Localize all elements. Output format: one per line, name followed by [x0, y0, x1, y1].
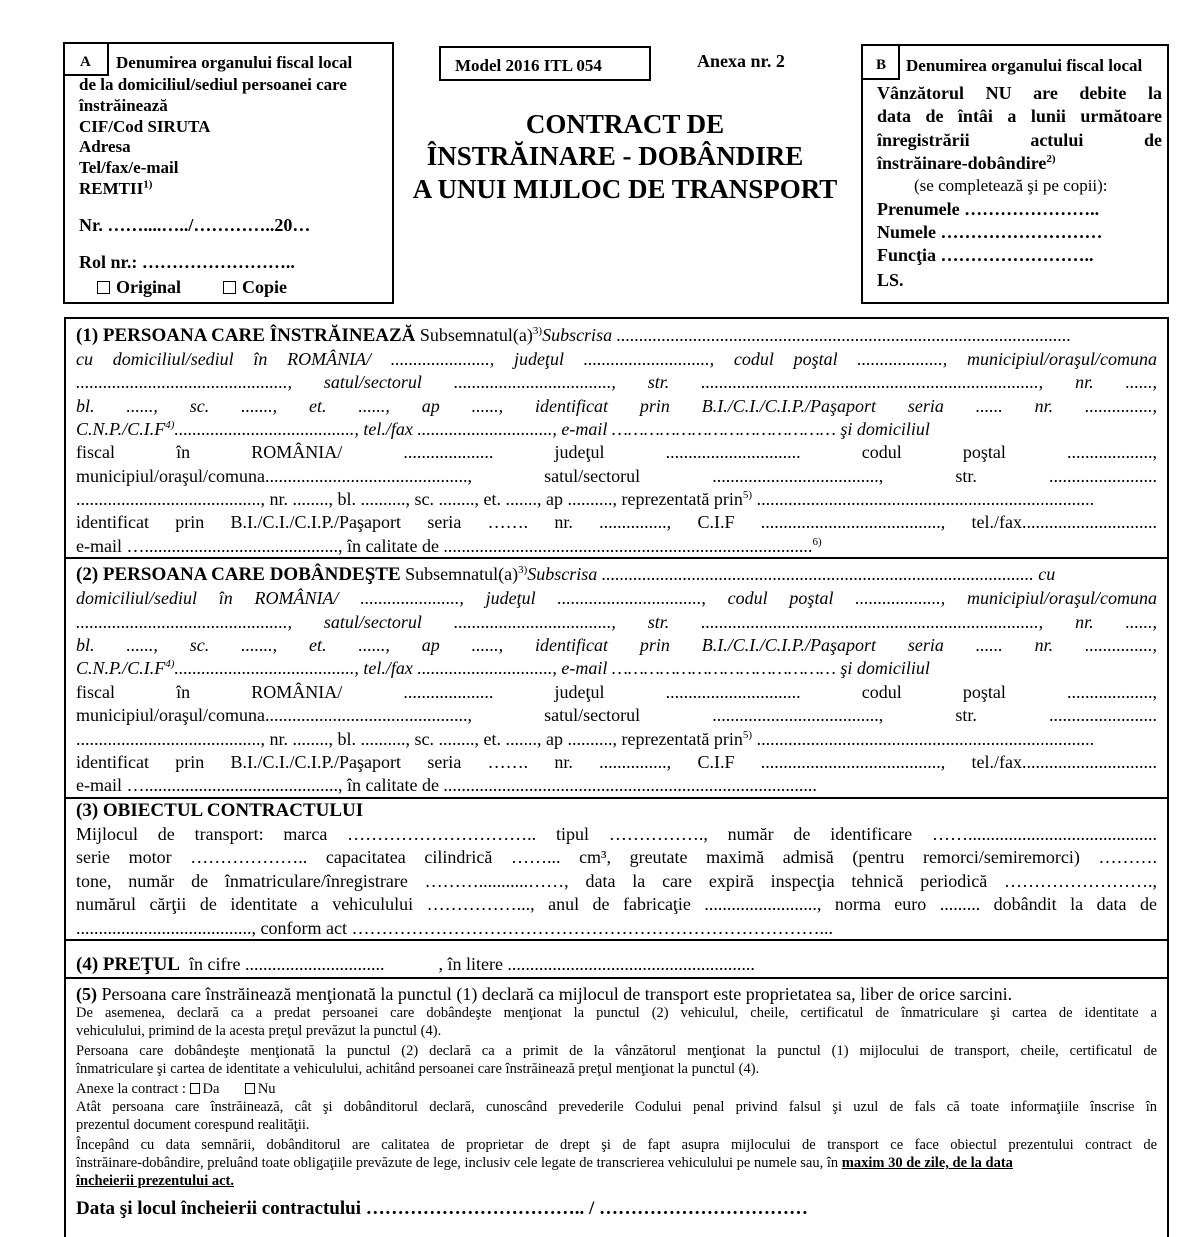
box-a-original-option[interactable]: [97, 276, 181, 298]
section4-litere[interactable]: , în litere .......................................................: [438, 954, 755, 974]
box-a-rol[interactable]: Rol nr.: ……………………..: [79, 252, 295, 272]
section2-line-1: [76, 563, 1157, 586]
section5-p3-a: Atât persoana care înstrăinează, cât şi dobânditorul declară, cunoscând prevederile Codului penal privind falsul şi uzul de fals că toate informaţiile înscrise în: [76, 1099, 1157, 1115]
section1-line-7[interactable]: municipiul/oraşul/comuna............................................., satul/sectorul ....................................., str. ........................: [76, 466, 1157, 486]
section2-subsemnatul: Subsemnatul(a): [405, 564, 519, 584]
section1-sup-3: 3): [532, 325, 543, 337]
section4-line: [76, 953, 1157, 976]
divider-1-2: [64, 557, 1169, 559]
section5-anexe: [76, 1080, 1157, 1098]
section2-subscrisa[interactable]: Subscrisa ................................................................................................ cu: [527, 564, 1056, 584]
section1-cnp: C.N.P./C.I.F: [76, 419, 166, 439]
section1-line-10[interactable]: [76, 535, 1157, 557]
box-b-numele[interactable]: Numele ………………………: [877, 222, 1103, 242]
section2-line-7[interactable]: municipiul/oraşul/comuna............................................., satul/sectorul ....................................., str. ........................: [76, 705, 1157, 725]
anexe-label: Anexe la contract :: [76, 1081, 186, 1097]
section2-representative[interactable]: ...........................................................................: [756, 729, 1095, 749]
box-b-line-2: data de întâi a lunii următoare: [877, 106, 1162, 126]
section5-line-1: [76, 983, 1157, 1005]
original-label: Original: [116, 277, 182, 297]
section1-address-2[interactable]: ........................................., nr. ........, bl. .........., sc. ........, et. ......., ap .........., reprezentată prin: [76, 489, 743, 509]
anexe-nu-label: Nu: [257, 1081, 276, 1097]
section2-line-2[interactable]: domiciliul/sediul în ROMÂNIA/ ......................, judeţul ................................, codul poştal ..................., municipiul/oraşul/comuna: [76, 588, 1157, 608]
section5-p4-b: [76, 1154, 1157, 1172]
section2-line-5[interactable]: [76, 657, 1157, 679]
section3-line-5[interactable]: ......................................., conform act ……………………………………………………………………...: [76, 918, 833, 938]
divider-2-3: [64, 797, 1169, 799]
section1-sup-6: 6): [812, 536, 822, 548]
section2-line-4[interactable]: bl. ......, sc. ......., et. ......, ap ......, identificat prin B.I./C.I./C.I.P./Paşaport seria ...... nr. ...............,: [76, 635, 1157, 655]
section5-p4-c: încheierii prezentului act.: [76, 1173, 234, 1189]
box-b-title: Denumirea organului fiscal local: [906, 56, 1143, 75]
box-b-functia[interactable]: Funcţia ……………………..: [877, 245, 1094, 265]
section1-email[interactable]: e-mail …..........................................., în calitate de ..................................................................................: [76, 536, 813, 556]
section5-p4-b-text: înstrăinare-dobândire, preluând toate obligaţiile prevăzute de lege, inclusiv cele legate de transcrierea vehiculului pe numele sau, în: [76, 1155, 839, 1171]
divider-4-5: [64, 977, 1169, 979]
divider-3-4: [64, 939, 1169, 941]
section4-heading: (4) PREŢUL: [76, 954, 180, 975]
box-b-line-3: înregistrării actului de: [877, 130, 1162, 150]
section1-sup-5: 5): [742, 489, 753, 501]
anexe-da-label: Da: [202, 1081, 220, 1097]
section2-cnp: C.N.P./C.I.F: [76, 658, 166, 678]
box-b-line-4-text: înstrăinare-dobândire: [877, 153, 1047, 173]
section5-p3-b: prezentul document corespund realităţii.: [76, 1117, 310, 1133]
section5-p2-b: înmatriculare şi cartea de identitate a vehiculului, achitând persoanei care înstrăinează preţul menţionat la punctul (4).: [76, 1061, 760, 1077]
box-a-remtii: [79, 178, 152, 200]
section3-line-1[interactable]: Mijlocul de transport: marca ………………………….. tipul ……………., număr de identificare ……..........................................: [76, 824, 1157, 844]
box-a-remtii-text: REMTII: [79, 179, 144, 198]
box-b-ls: LS.: [877, 270, 904, 290]
box-b-line-5: (se completează şi pe copii):: [914, 176, 1108, 195]
copie-label: Copie: [242, 277, 287, 297]
box-b-line-4-sup: 2): [1046, 153, 1056, 165]
section1-subsemnatul: Subsemnatul(a): [419, 325, 533, 345]
section1-sup-4: 4): [165, 419, 175, 431]
section5-p1-a: De asemenea, declară ca a predat persoanei care dobândeşte menţionat la punctul (2) vehiculul, cheile, certificatul de înmatriculare şi cartea de identitate a: [76, 1005, 1157, 1021]
box-a-tel: Tel/fax/e-mail: [79, 158, 179, 177]
section2-address-2[interactable]: ........................................., nr. ........, bl. .........., sc. ........, et. ......., ap .........., reprezentată prin: [76, 729, 743, 749]
section5-declaration: Persoana care înstrăinează menţionată la punctul (1) declară ca mijlocul de transport este proprietatea sa, liber de orice sarcini.: [101, 984, 1013, 1004]
box-a-title-2: de la domiciliul/sediul persoanei care: [79, 75, 347, 94]
section1-line-8[interactable]: [76, 488, 1157, 510]
section3-line-2[interactable]: serie motor ……………….. capacitatea cilindrică ……... cm³, greutate maximă admisă (pentru remorci/semiremorci) ……….: [76, 847, 1157, 867]
section2-heading: (2) PERSOANA CARE DOBÂNDEŞTE: [76, 564, 401, 585]
box-a-nr[interactable]: Nr. ……....…../…………..20…: [79, 215, 311, 235]
contract-title-1: CONTRACT DE: [525, 109, 725, 139]
section2-sup-4: 4): [165, 658, 175, 670]
anexe-nu-checkbox[interactable]: [245, 1083, 255, 1094]
box-a-letter: A: [80, 54, 91, 70]
section5-heading: (5): [76, 984, 97, 1004]
box-b-prenumele[interactable]: Prenumele …………………..: [877, 199, 1100, 219]
contract-title-3: A UNUI MIJLOC DE TRANSPORT: [412, 174, 838, 204]
data-loc-line[interactable]: Data şi locul încheierii contractului …………………………….. / ……………………………: [76, 1198, 809, 1219]
anexa-label: Anexa nr. 2: [697, 51, 785, 71]
box-a-remtii-sup: 1): [143, 178, 153, 191]
section5-p4-a: Începând cu data semnării, dobânditorul are calitatea de proprietar de drept şi de fapt asupra mijlocului de transport ce face obiectul prezentului contract de: [76, 1137, 1157, 1153]
box-a-cif: CIF/Cod SIRUTA: [79, 117, 211, 136]
box-a-copie-option[interactable]: [223, 276, 287, 298]
section2-sup-3: 3): [518, 564, 528, 576]
section2-line-9[interactable]: identificat prin B.I./C.I./C.I.P./Paşaport seria ……. nr. ..............., C.I.F ........................................, tel./fax..............................: [76, 752, 1157, 772]
section1-contact[interactable]: ........................................, tel./fax .............................., e-mail …………………………………… şi domiciliul: [174, 419, 930, 439]
section2-line-6[interactable]: fiscal în ROMÂNIA/ .................... judeţul .............................. codul poştal ...................,: [76, 682, 1157, 702]
section2-contact[interactable]: ........................................, tel./fax .............................., e-mail …………………………………… şi domiciliul: [174, 658, 930, 678]
anexe-da-checkbox[interactable]: [190, 1083, 200, 1094]
section5-p1-b: vehiculului, primind de la acesta preţul prevăzut la punctul (4).: [76, 1023, 442, 1039]
section3-line-4[interactable]: numărul cărţii de identitate a vehiculului ……………..., anul de fabricaţie ........................., norma euro ......... dobândit la data de: [76, 894, 1157, 914]
original-checkbox[interactable]: [97, 281, 110, 294]
section5-deadline: maxim 30 de zile, de la data: [841, 1155, 1013, 1171]
box-b-line-1: Vânzătorul NU are debite la: [877, 83, 1162, 103]
section3-line-3[interactable]: tone, număr de înmatriculare/înregistrare ………...........……, data la care expiră inspecţia tehnică periodică …………………….,: [76, 871, 1157, 891]
section2-sup-5: 5): [742, 729, 753, 741]
section1-representative[interactable]: ...........................................................................: [756, 489, 1095, 509]
section3-heading: (3) OBIECTUL CONTRACTULUI: [76, 800, 364, 821]
section1-line-2[interactable]: cu domiciliul/sediul în ROMÂNIA/ ......................, judeţul ............................, codul poştal ..................., municipiul/oraşul/comuna: [76, 349, 1157, 369]
box-a-title-1: Denumirea organului fiscal local: [116, 53, 353, 72]
section5-p2-a: Persoana care dobândeşte menţionată la punctul (2) declară ca a primit de la vânzătorul menţionat la punctul (1) mijlocului de transport, cheile, certificatul de: [76, 1043, 1157, 1059]
box-b-line-4: [877, 152, 1056, 174]
section2-line-3[interactable]: ..............................................., satul/sectorul ..................................., str. ..........................................................................., nr. ......,: [76, 612, 1157, 632]
section1-line-1: [76, 324, 1157, 347]
section1-heading: (1) PERSOANA CARE ÎNSTRĂINEAZĂ: [76, 325, 416, 346]
section1-line-4[interactable]: bl. ......, sc. ......., et. ......, ap ......, identificat prin B.I./C.I./C.I.P./Paşaport seria ...... nr. ...............,: [76, 396, 1157, 416]
copie-checkbox[interactable]: [223, 281, 236, 294]
section1-line-9[interactable]: identificat prin B.I./C.I./C.I.P./Paşaport seria ……. nr. ..............., C.I.F ........................................, tel./fax..............................: [76, 512, 1157, 532]
model-label: Model 2016 ITL 054: [455, 56, 602, 75]
section1-line-5[interactable]: [76, 418, 1157, 440]
section1-subscrisa[interactable]: Subscrisa .....................................................................................................: [542, 325, 1072, 345]
section1-line-3[interactable]: ..............................................., satul/sectorul ..................................., str. ..........................................................................., nr. ......,: [76, 372, 1157, 392]
box-b-letter: B: [876, 57, 887, 73]
section4-cifre[interactable]: în cifre ...............................: [188, 954, 385, 974]
section2-line-10[interactable]: e-mail …..........................................., în calitate de ...................................................................................: [76, 775, 817, 795]
box-a-adresa: Adresa: [79, 137, 131, 156]
contract-title-2: ÎNSTRĂINARE - DOBÂNDIRE: [426, 141, 804, 171]
section2-line-8[interactable]: [76, 728, 1157, 750]
section1-line-6[interactable]: fiscal în ROMÂNIA/ .................... judeţul .............................. codul poştal ...................,: [76, 442, 1157, 462]
box-a-title-3: înstrăinează: [79, 96, 168, 115]
